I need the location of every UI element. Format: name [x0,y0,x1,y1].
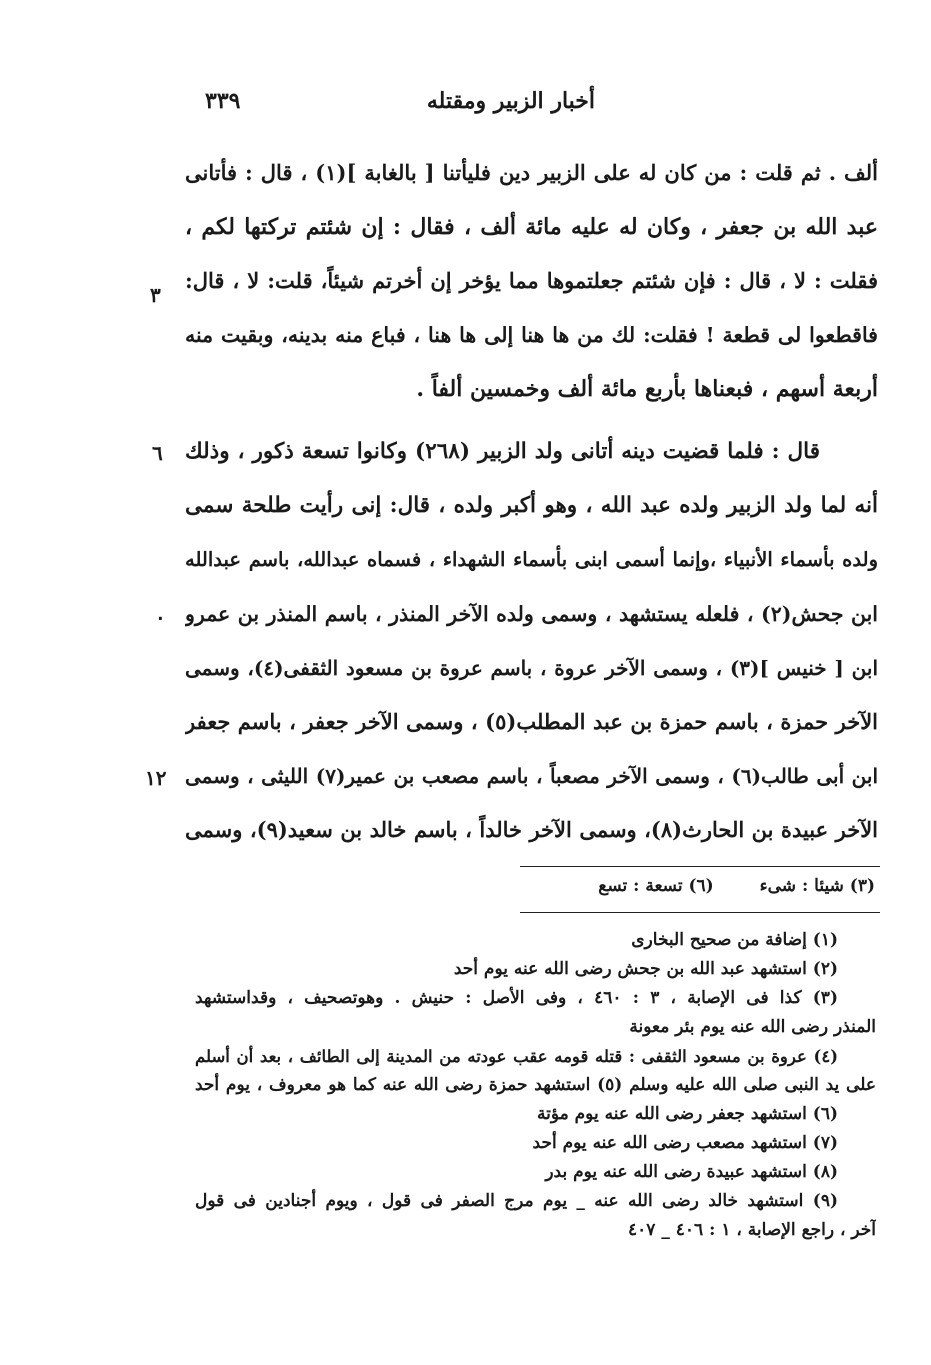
text-line: ابن جحش(٢) ، فلعله يستشهد ، وسمى ولده الآخر المنذر ، باسم المنذر بن عمرو [185,602,878,626]
text-line: عبد الله بن جعفر ، وكان له عليه مائة ألف ، فقال : إن شئتم تركتها لكم ، [185,214,878,240]
text-line: قال : فلما قضيت دينه أتانى ولد الزبير (٢٦٨) وكانوا تسعة ذكور ، وذلك [185,439,821,464]
footnote: (١) إضافة من صحيح البخارى [631,930,838,950]
footnotes [195,926,876,1245]
text-line: ألف . ثم قلت : من كان له على الزبير دين فليأتنا [ بالغابة ](١) ، قال : فأتانى [185,160,878,185]
variant-rule-top [520,866,880,867]
footnote: (٤) عروة بن مسعود الثقفى : قتله قومه عقب عودته من المدينة إلى الطائف ، بعد أن أسلم [195,1047,838,1066]
paragraph-1 [185,146,878,416]
variant-notes [465,876,875,896]
footnote: (٦) استشهد جعفر رضى الله عنه يوم مؤتة [537,1104,838,1124]
footnote-continuation: على يد النبى صلى الله عليه وسلم (٥) استشهد حمزة رضى الله عنه كما هو معروف ، يوم أحد [195,1075,876,1095]
margin-line-number: ٠ [155,605,166,629]
text-line: أربعة أسهم ، فبعناها بأربع مائة ألف وخمسين ألفاً . [416,376,878,402]
footnote: (٨) استشهد عبيدة رضى الله عنه يوم بدر [545,1162,838,1182]
footnote: (٣) كذا فى الإصابة ، ٣ : ٤٦٠ ، وفى الأصل : حنيش . وهوتصحيف ، وقداستشهد [195,988,838,1008]
margin-line-number: ١٢ [145,766,167,790]
footnote: (٧) استشهد مصعب رضى الله عنه يوم أحد [532,1133,838,1153]
text-line: ابن أبى طالب(٦) ، وسمى الآخر مصعباً ، باسم مصعب بن عمير(٧) الليثى ، وسمى [185,764,878,788]
text-line: فاقطعوا لى قطعة ! فقلت: لك من ها هنا إلى ها هنا ، فباع منه بدينه، وبقيت منه [185,323,878,347]
margin-line-number: ٣ [150,283,161,307]
text-line: ابن [ خنيس ](٣) ، وسمى الآخر عروة ، باسم عروة بن مسعود الثقفى(٤)، وسمى [185,656,878,680]
footnote-continuation: المنذر رضى الله عنه يوم بئر معونة [629,1017,876,1037]
paragraph-2 [185,425,878,857]
footnote: (٩) استشهد خالد رضى الله عنه _ يوم مرج الصفر فى قول ، ويوم أجنادين فى قول [195,1191,838,1211]
margin-line-number: ٦ [152,441,163,465]
variant-note: (٣) شيئا : شىء [759,876,875,896]
variant-note: (٦) تسعة : تسع [598,876,714,896]
footnote-continuation: آخر ، راجع الإصابة ، ١ : ٤٠٦ _ ٤٠٧ [628,1220,876,1240]
text-line: ولده بأسماء الأنبياء ،وإنما أسمى ابنى بأسماء الشهداء ، فسماه عبدالله، باسم عبدالله [185,548,878,571]
text-line: فقلت : لا ، قال : فإن شئتم جعلتموها مما يؤخر إن أخرتم شيئاً، قلت: لا ، قال: [185,268,878,293]
running-header [205,88,880,124]
footnote: (٢) استشهد عبد الله بن جحش رضى الله عنه يوم أحد [453,959,838,979]
running-title: أخبار الزبير ومقتله [426,88,595,114]
text-line: الآخر عبيدة بن الحارث(٨)، وسمى الآخر خالداً ، باسم خالد بن سعيد(٩)، وسمى [185,817,878,842]
text-line: الآخر حمزة ، باسم حمزة بن عبد المطلب(٥) ، وسمى الآخر جعفر ، باسم جعفر [185,709,878,734]
footnote-rule [520,912,880,913]
text-line: أنه لما ولد الزبير ولده عبد الله ، وهو أكبر ولده ، قال: إنى رأيت طلحة سمى [185,493,878,518]
page-number: ٣٣٩ [205,88,241,114]
